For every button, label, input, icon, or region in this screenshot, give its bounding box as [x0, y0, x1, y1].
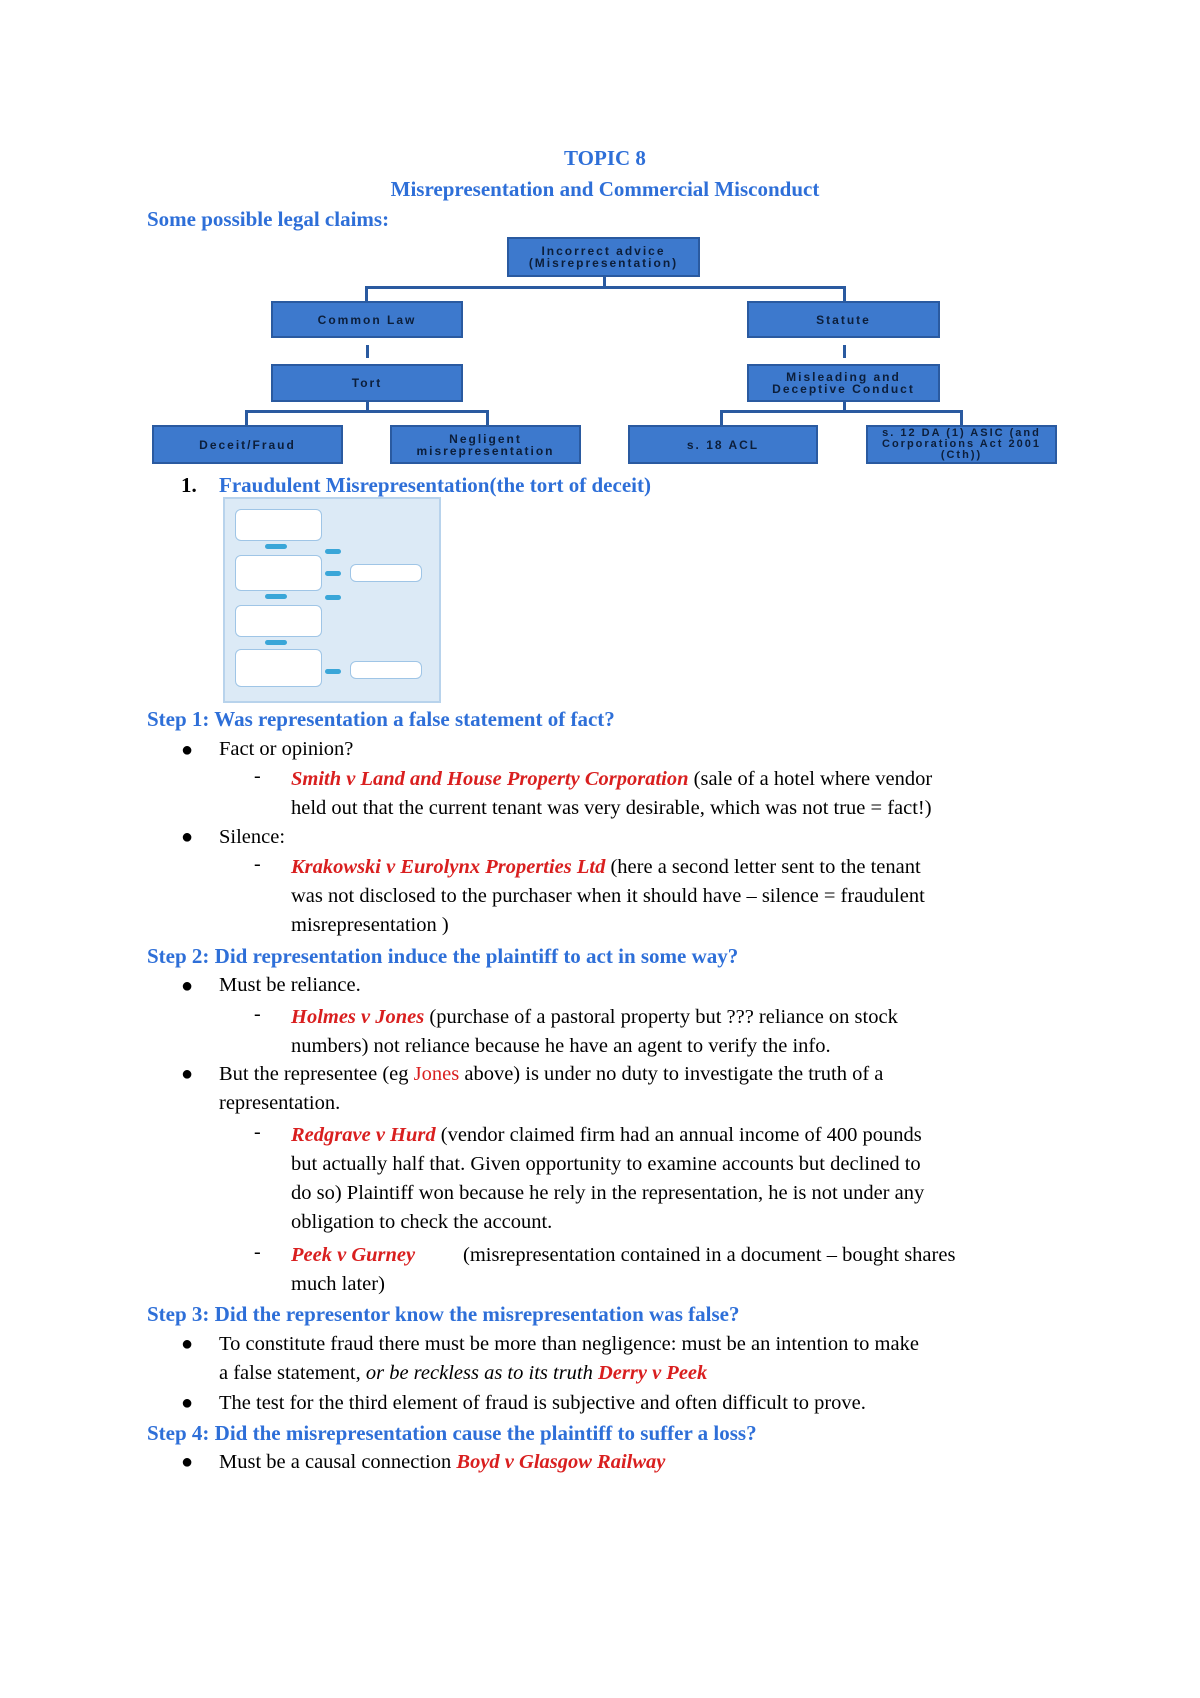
chart-node-common-law: Common Law [271, 301, 463, 338]
flow-step-box [235, 605, 322, 637]
flow-no-pill [325, 549, 341, 554]
case-name: Redgrave v Hurd [291, 1124, 436, 1146]
bullet-text: Must be a causal connection [219, 1451, 457, 1473]
flow-yes-pill [265, 640, 287, 645]
step4-bullet-1 [219, 1448, 665, 1477]
bullet-text: But the representee (eg [219, 1063, 414, 1085]
step2-bullet-1: Must be reliance. [219, 974, 361, 996]
flow-yes-pill [265, 544, 287, 549]
dash-glyph: - [254, 853, 261, 875]
step3-heading: Step 3: Did the representor know the misrepresentation was false? [147, 1302, 740, 1326]
chart-connector [365, 286, 368, 301]
chart-node-root: Incorrect advice (Misrepresentation) [507, 237, 700, 277]
chart-connector [960, 410, 963, 425]
flow-yes-pill [265, 594, 287, 599]
step3-bullet-1: To constitute fraud there must be more than negligence: must be an intention to make [219, 1333, 919, 1355]
chart-connector [366, 345, 369, 358]
document-subtitle: Misrepresentation and Commercial Misconduct [390, 177, 820, 201]
section-number: 1. [181, 473, 197, 497]
dash-glyph: - [254, 1121, 261, 1143]
bullet-text: a false statement, [219, 1362, 366, 1384]
fraud-flowchart-image [223, 497, 441, 703]
chart-node-misleading-conduct: Misleading and Deceptive Conduct [747, 364, 940, 402]
chart-node-deceit: Deceit/Fraud [152, 425, 343, 464]
bullet-text: above) is under no duty to investigate the truth of a [459, 1063, 884, 1085]
dash-glyph: - [254, 1241, 261, 1263]
step2-case-2 [291, 1121, 922, 1150]
case-text: (vendor claimed firm had an annual income of 400 pounds [435, 1124, 922, 1146]
italic-text: or be reckless as to its truth [365, 1362, 593, 1384]
step2-case-3-text: (misrepresentation contained in a document – bought shares [463, 1244, 956, 1266]
step1-bullet-1: Fact or opinion? [219, 738, 354, 760]
step1-case-1-line2: held out that the current tenant was very desirable, which was not true = fact!) [291, 797, 932, 819]
case-name: Derry v Peek [598, 1362, 708, 1384]
case-name: Smith v Land and House Property Corporation [291, 768, 689, 790]
step2-bullet-2 [219, 1060, 883, 1089]
bullet-glyph: ● [181, 1392, 194, 1414]
flow-no-pill [325, 669, 341, 674]
chart-node-statute: Statute [747, 301, 940, 338]
flow-outcome-box [350, 661, 422, 679]
step2-bullet-2-line2: representation. [219, 1092, 341, 1114]
chart-node-asic: s. 12 DA (1) ASIC (and Corporations Act 2001 (Cth)) [866, 425, 1057, 464]
chart-connector [365, 286, 846, 289]
chart-connector [245, 410, 489, 413]
bullet-glyph: ● [181, 1451, 194, 1473]
case-name: Krakowski v Eurolynx Properties Ltd [291, 856, 606, 878]
step2-case-1 [291, 1003, 898, 1032]
step2-heading: Step 2: Did representation induce the plaintiff to act in some way? [147, 944, 739, 968]
step2-case-3: Peek v Gurney [291, 1244, 416, 1266]
chart-connector [843, 345, 846, 358]
dash-glyph: - [254, 1003, 261, 1025]
intro-heading: Some possible legal claims: [147, 207, 390, 231]
chart-connector [245, 410, 248, 425]
flow-outcome-box [350, 564, 422, 582]
case-name: Boyd v Glasgow Railway [456, 1451, 666, 1473]
chart-connector [720, 410, 723, 425]
case-text: (purchase of a pastoral property but ??? reliance on stock [424, 1006, 898, 1028]
flow-step-box [235, 555, 322, 591]
step2-case-2-line3: do so) Plaintiff won because he rely in the representation, he is not under any [291, 1182, 925, 1204]
case-text: (sale of a hotel where vendor [688, 768, 933, 790]
topic-title: TOPIC 8 [564, 146, 646, 170]
step1-case-2-line3: misrepresentation ) [291, 914, 449, 936]
step2-case-1-line2: numbers) not reliance because he have an agent to verify the info. [291, 1035, 831, 1057]
bullet-glyph: ● [181, 1333, 194, 1355]
flow-step-box [235, 509, 322, 541]
step1-case-2-line2: was not disclosed to the purchaser when it should have – silence = fraudulent [291, 885, 925, 907]
step3-bullet-2: The test for the third element of fraud is subjective and often difficult to prove. [219, 1392, 866, 1414]
bullet-glyph: ● [181, 975, 194, 997]
case-text: (here a second letter sent to the tenant [605, 856, 921, 878]
bullet-glyph: ● [181, 826, 194, 848]
dash-glyph: - [254, 765, 261, 787]
step2-case-2-line2: but actually half that. Given opportunity to examine accounts but declined to [291, 1153, 921, 1175]
step1-heading: Step 1: Was representation a false statement of fact? [147, 707, 615, 731]
flow-no-pill [325, 595, 341, 600]
step2-case-3-line2: much later) [291, 1273, 385, 1295]
step3-bullet-1-line2 [219, 1359, 707, 1388]
chart-connector [843, 286, 846, 301]
bullet-glyph: ● [181, 1063, 194, 1085]
step2-case-2-line4: obligation to check the account. [291, 1211, 553, 1233]
step4-heading: Step 4: Did the misrepresentation cause the plaintiff to suffer a loss? [147, 1421, 757, 1445]
flow-no-pill [325, 571, 341, 576]
step1-case-2 [291, 853, 921, 882]
step1-case-1 [291, 765, 932, 794]
case-name: Holmes v Jones [291, 1006, 425, 1028]
step1-bullet-2: Silence: [219, 826, 286, 848]
chart-node-tort: Tort [271, 364, 463, 402]
section-title: Fraudulent Misrepresentation(the tort of deceit) [219, 473, 651, 497]
flow-step-box [235, 649, 322, 687]
bullet-glyph: ● [181, 739, 194, 761]
chart-node-acl: s. 18 ACL [628, 425, 818, 464]
chart-connector [486, 410, 489, 425]
chart-connector [720, 410, 963, 413]
chart-node-negligent: Negligent misrepresentation [390, 425, 581, 464]
jones-reference: Jones [413, 1063, 460, 1085]
